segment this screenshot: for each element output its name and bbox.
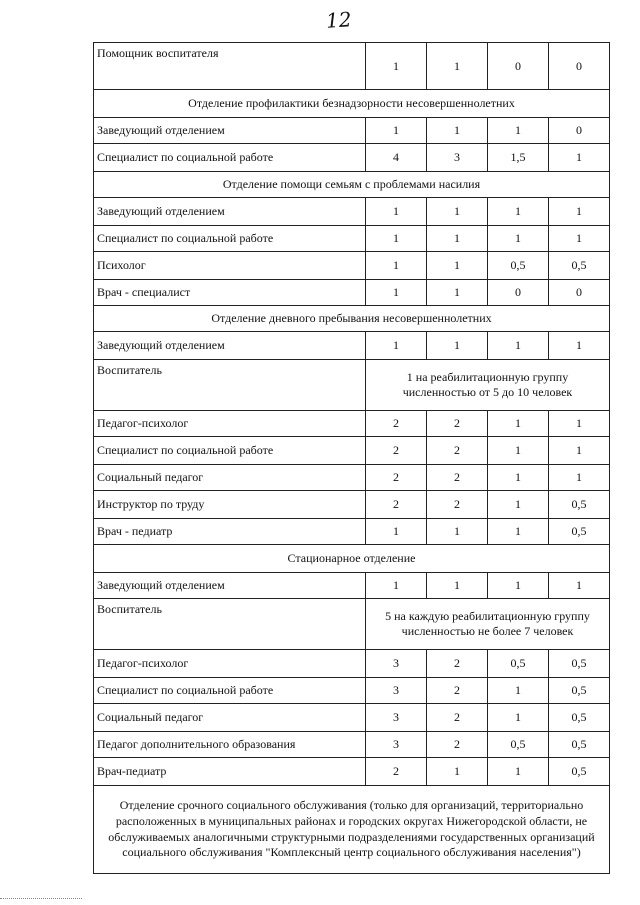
table-row bbox=[94, 650, 610, 678]
staff-count-cell: 2 bbox=[427, 732, 488, 758]
section-title: Отделение помощи семьям с проблемами насилия bbox=[94, 172, 610, 198]
staff-count-cell: 3 bbox=[366, 704, 427, 732]
staff-count-cell: 2 bbox=[366, 411, 427, 437]
section-header-row bbox=[94, 545, 610, 573]
staff-count-cell: 1 bbox=[366, 198, 427, 226]
section-header-row bbox=[94, 172, 610, 198]
table-row bbox=[94, 573, 610, 599]
staff-count-cell: 1 bbox=[427, 280, 488, 306]
staffing-table bbox=[93, 42, 610, 874]
staff-count-cell: 2 bbox=[366, 758, 427, 786]
section-title: Отделение срочного социального обслуживания (только для организаций, территориально расположенных в муниципальных районах и городских округах Нижегородской области, не обслуживаемых аналогичными структурными подразделениями государственных организаций социального обслуживания "Комплексный центр социального обслуживания населения") bbox=[94, 786, 610, 874]
staff-count-cell: 1 bbox=[549, 411, 610, 437]
section-title: Отделение дневного пребывания несовершеннолетних bbox=[94, 306, 610, 332]
table-row bbox=[94, 360, 610, 411]
table-body bbox=[94, 43, 610, 874]
table-row bbox=[94, 758, 610, 786]
position-name: Психолог bbox=[94, 252, 366, 280]
table-row bbox=[94, 704, 610, 732]
staff-count-cell: 1 bbox=[427, 332, 488, 360]
staff-count-cell: 1 bbox=[549, 332, 610, 360]
position-name: Врач - педиатр bbox=[94, 519, 366, 545]
staff-count-cell: 1 bbox=[427, 573, 488, 599]
staff-count-cell: 1 bbox=[366, 573, 427, 599]
staff-count-cell: 0,5 bbox=[488, 732, 549, 758]
position-name: Специалист по социальной работе bbox=[94, 144, 366, 172]
table-row bbox=[94, 118, 610, 144]
staff-count-cell: 3 bbox=[366, 650, 427, 678]
staff-count-cell: 1 bbox=[488, 226, 549, 252]
staff-count-cell: 1 bbox=[488, 758, 549, 786]
position-name: Педагог-психолог bbox=[94, 411, 366, 437]
staff-count-cell: 0,5 bbox=[549, 650, 610, 678]
staff-count-cell: 2 bbox=[427, 704, 488, 732]
staff-count-cell: 1 bbox=[549, 437, 610, 465]
staff-count-cell: 2 bbox=[427, 650, 488, 678]
table-row bbox=[94, 332, 610, 360]
staff-count-cell: 1 bbox=[488, 491, 549, 519]
position-name: Помощник воспитателя bbox=[94, 43, 366, 90]
position-name: Специалист по социальной работе bbox=[94, 226, 366, 252]
position-name: Врач-педиатр bbox=[94, 758, 366, 786]
position-name: Воспитатель bbox=[94, 360, 366, 411]
section-header-row bbox=[94, 306, 610, 332]
staff-count-cell: 1 bbox=[488, 704, 549, 732]
position-name: Социальный педагог bbox=[94, 704, 366, 732]
staff-count-cell: 1 bbox=[549, 465, 610, 491]
table-row bbox=[94, 252, 610, 280]
staff-count-cell: 1 bbox=[366, 43, 427, 90]
position-name: Заведующий отделением bbox=[94, 332, 366, 360]
position-name: Социальный педагог bbox=[94, 465, 366, 491]
staff-count-cell: 2 bbox=[427, 411, 488, 437]
staff-count-cell: 1 bbox=[488, 118, 549, 144]
table-row bbox=[94, 144, 610, 172]
staff-count-cell: 1 bbox=[366, 332, 427, 360]
table-row bbox=[94, 43, 610, 90]
staff-count-cell: 1 bbox=[488, 678, 549, 704]
staff-count-cell: 1 bbox=[427, 519, 488, 545]
staff-count-cell: 1 bbox=[549, 198, 610, 226]
position-name: Педагог дополнительного образования bbox=[94, 732, 366, 758]
staff-count-cell: 2 bbox=[427, 678, 488, 704]
staff-count-cell: 1 bbox=[488, 411, 549, 437]
table-row bbox=[94, 411, 610, 437]
staff-count-cell: 1 bbox=[488, 198, 549, 226]
staff-count-cell: 1 bbox=[488, 573, 549, 599]
staff-count-cell: 2 bbox=[427, 465, 488, 491]
staff-count-cell: 1 bbox=[427, 43, 488, 90]
staff-count-cell: 1 bbox=[549, 226, 610, 252]
staff-count-cell: 2 bbox=[366, 491, 427, 519]
table-row bbox=[94, 226, 610, 252]
staff-count-cell: 2 bbox=[366, 437, 427, 465]
table-row bbox=[94, 491, 610, 519]
staff-count-cell: 4 bbox=[366, 144, 427, 172]
section-header-row bbox=[94, 786, 610, 874]
staff-count-cell: 0,5 bbox=[549, 758, 610, 786]
staff-count-cell: 1 bbox=[488, 519, 549, 545]
staff-count-cell: 1 bbox=[366, 118, 427, 144]
section-header-row bbox=[94, 90, 610, 118]
staff-count-cell: 0 bbox=[488, 280, 549, 306]
page-number: 12 bbox=[325, 7, 353, 33]
staff-count-cell: 3 bbox=[366, 732, 427, 758]
staff-count-cell: 1 bbox=[366, 519, 427, 545]
staff-count-cell: 0 bbox=[549, 280, 610, 306]
staff-count-cell: 0,5 bbox=[549, 704, 610, 732]
staff-count-cell: 0,5 bbox=[488, 252, 549, 280]
staff-count-cell: 0,5 bbox=[549, 678, 610, 704]
staff-count-cell: 1 bbox=[366, 252, 427, 280]
staff-count-cell: 0,5 bbox=[549, 519, 610, 545]
position-name: Педагог-психолог bbox=[94, 650, 366, 678]
table-row bbox=[94, 599, 610, 650]
staff-count-cell: 2 bbox=[427, 491, 488, 519]
staff-count-cell: 1 bbox=[549, 144, 610, 172]
staff-count-cell: 1 bbox=[366, 226, 427, 252]
position-name: Заведующий отделением bbox=[94, 198, 366, 226]
table-row bbox=[94, 678, 610, 704]
staff-count-cell: 3 bbox=[366, 678, 427, 704]
position-name: Заведующий отделением bbox=[94, 118, 366, 144]
table-row bbox=[94, 519, 610, 545]
footer-divider bbox=[0, 898, 82, 899]
position-name: Врач - специалист bbox=[94, 280, 366, 306]
staff-count-cell: 0 bbox=[549, 118, 610, 144]
staff-count-cell: 1 bbox=[427, 758, 488, 786]
staff-count-cell: 1 bbox=[427, 118, 488, 144]
staff-count-cell: 0,5 bbox=[549, 732, 610, 758]
staff-count-cell: 1 bbox=[427, 226, 488, 252]
table-row bbox=[94, 280, 610, 306]
position-name: Заведующий отделением bbox=[94, 573, 366, 599]
table-row bbox=[94, 732, 610, 758]
staff-count-cell: 1,5 bbox=[488, 144, 549, 172]
staff-count-cell: 1 bbox=[488, 465, 549, 491]
position-name: Специалист по социальной работе bbox=[94, 678, 366, 704]
staff-count-cell: 1 bbox=[366, 280, 427, 306]
table-row bbox=[94, 465, 610, 491]
table-row bbox=[94, 437, 610, 465]
staff-count-cell: 1 bbox=[427, 198, 488, 226]
staff-count-cell: 3 bbox=[427, 144, 488, 172]
staff-count-cell: 2 bbox=[427, 437, 488, 465]
staff-count-cell: 2 bbox=[366, 465, 427, 491]
staff-count-cell: 0 bbox=[488, 43, 549, 90]
position-name: Инструктор по труду bbox=[94, 491, 366, 519]
section-title: Отделение профилактики безнадзорности несовершеннолетних bbox=[94, 90, 610, 118]
table-row bbox=[94, 198, 610, 226]
staffing-norm-text: 1 на реабилитационную группу численностью от 5 до 10 человек bbox=[366, 360, 610, 411]
staff-count-cell: 0 bbox=[549, 43, 610, 90]
position-name: Специалист по социальной работе bbox=[94, 437, 366, 465]
position-name: Воспитатель bbox=[94, 599, 366, 650]
staff-count-cell: 0,5 bbox=[488, 650, 549, 678]
staff-count-cell: 1 bbox=[488, 332, 549, 360]
staffing-norm-text: 5 на каждую реабилитационную группу численностью не более 7 человек bbox=[366, 599, 610, 650]
staff-count-cell: 0,5 bbox=[549, 491, 610, 519]
staff-count-cell: 1 bbox=[488, 437, 549, 465]
staff-count-cell: 0,5 bbox=[549, 252, 610, 280]
staff-count-cell: 1 bbox=[549, 573, 610, 599]
staff-count-cell: 1 bbox=[427, 252, 488, 280]
section-title: Стационарное отделение bbox=[94, 545, 610, 573]
